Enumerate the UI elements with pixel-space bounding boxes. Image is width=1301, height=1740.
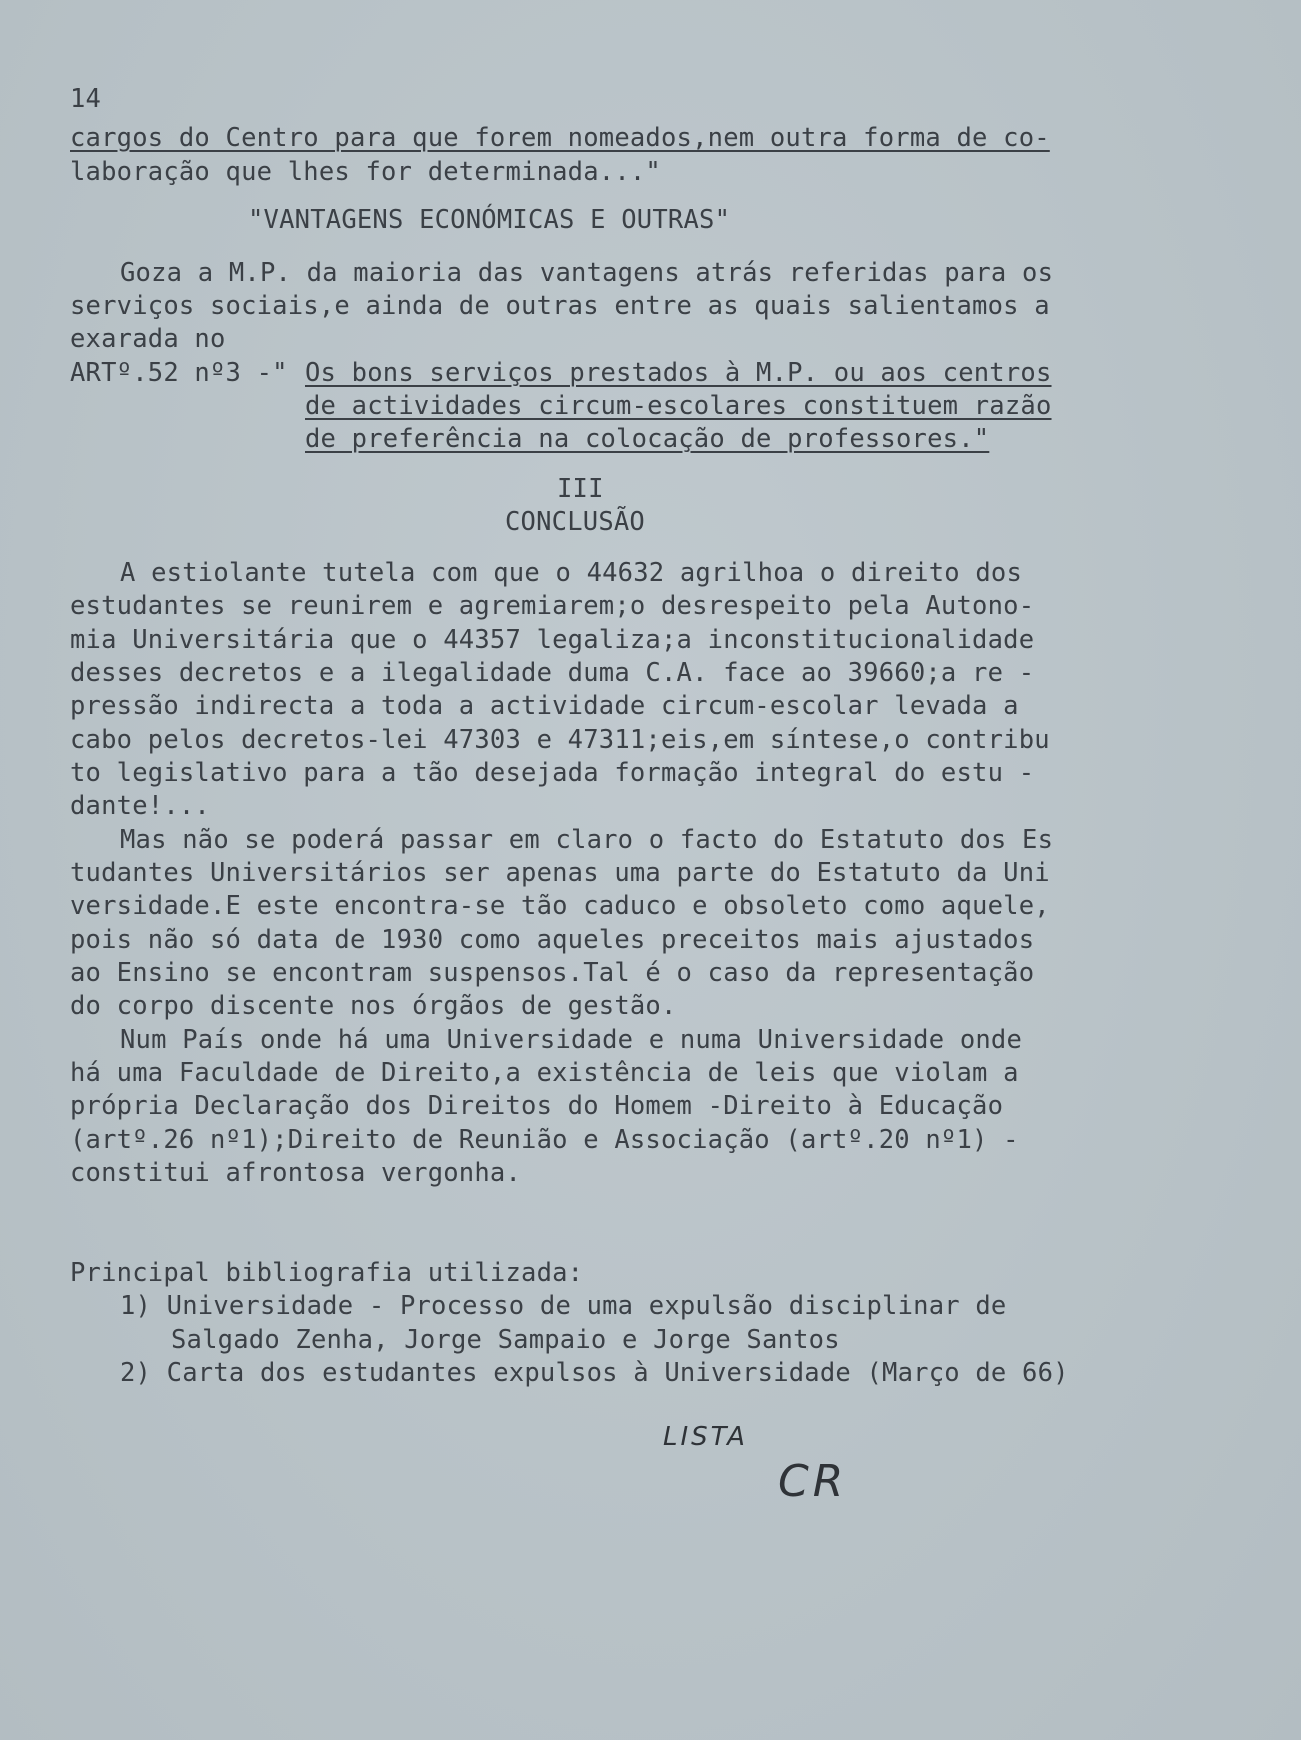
text-line: do corpo discente nos órgãos de gestão. bbox=[70, 991, 677, 1021]
quote-line: de actividades circum-escolares constituem razão bbox=[305, 391, 1052, 421]
section-number: III bbox=[557, 474, 604, 504]
text-line: Num País onde há uma Universidade e numa Universidade onde bbox=[120, 1025, 1023, 1055]
text-line: serviços sociais,e ainda de outras entre as quais salientamos a bbox=[70, 291, 1050, 321]
text-line: cargos do Centro para que forem nomeados,nem outra forma de co- bbox=[70, 123, 1050, 153]
section-heading: "VANTAGENS ECONÓMICAS E OUTRAS" bbox=[248, 205, 731, 235]
handwritten-cr: CR bbox=[778, 1456, 848, 1507]
text-line: exarada no bbox=[70, 324, 226, 354]
text-line: há uma Faculdade de Direito,a existência de leis que violam a bbox=[70, 1058, 1019, 1088]
text-line: mia Universitária que o 44357 legaliza;a inconstitucionalidade bbox=[70, 625, 1035, 655]
text-line: ARTº.52 nº3 -" bbox=[70, 358, 288, 388]
text-line: tudantes Universitários ser apenas uma parte do Estatuto da Uni bbox=[70, 858, 1050, 888]
text-line: (artº.26 nº1);Direito de Reunião e Associação (artº.20 nº1) - bbox=[70, 1125, 1019, 1155]
text-line: pois não só data de 1930 como aqueles preceitos mais ajustados bbox=[70, 925, 1035, 955]
bibliography-item: 2) Carta dos estudantes expulsos à Universidade (Março de 66) bbox=[120, 1358, 1069, 1388]
text-line: desses decretos e a ilegalidade duma C.A. face ao 39660;a re - bbox=[70, 658, 1035, 688]
text-line: constitui afrontosa vergonha. bbox=[70, 1158, 522, 1188]
bibliography-heading: Principal bibliografia utilizada: bbox=[70, 1258, 584, 1288]
section-title: CONCLUSÃO bbox=[505, 507, 645, 537]
text-line: própria Declaração dos Direitos do Homem -Direito à Educação bbox=[70, 1091, 1004, 1121]
bibliography-item: Salgado Zenha, Jorge Sampaio e Jorge Santos bbox=[171, 1325, 840, 1355]
handwritten-lista: LISTA bbox=[663, 1422, 748, 1452]
quote-line: de preferência na colocação de professores." bbox=[305, 424, 990, 454]
text-line: to legislativo para a tão desejada formação integral do estu - bbox=[70, 758, 1035, 788]
bibliography-item: 1) Universidade - Processo de uma expulsão disciplinar de bbox=[120, 1291, 1007, 1321]
text-line: A estiolante tutela com que o 44632 agrilhoa o direito dos bbox=[120, 558, 1023, 588]
text-line: estudantes se reunirem e agremiarem;o desrespeito pela Autono- bbox=[70, 591, 1035, 621]
page-number: 14 bbox=[70, 84, 102, 114]
text-line: cabo pelos decretos-lei 47303 e 47311;eis,em síntese,o contribu bbox=[70, 725, 1050, 755]
text-line: Mas não se poderá passar em claro o facto do Estatuto dos Es bbox=[120, 825, 1054, 855]
text-line: versidade.E este encontra-se tão caduco e obsoleto como aquele, bbox=[70, 891, 1050, 921]
text-line: Goza a M.P. da maioria das vantagens atrás referidas para os bbox=[120, 258, 1054, 288]
quote-line: Os bons serviços prestados à M.P. ou aos centros bbox=[305, 358, 1052, 388]
text-line: dante!... bbox=[70, 791, 210, 821]
text-line: laboração que lhes for determinada..." bbox=[70, 157, 661, 187]
text-line: pressão indirecta a toda a actividade circum-escolar levada a bbox=[70, 691, 1019, 721]
text-line: ao Ensino se encontram suspensos.Tal é o caso da representação bbox=[70, 958, 1035, 988]
